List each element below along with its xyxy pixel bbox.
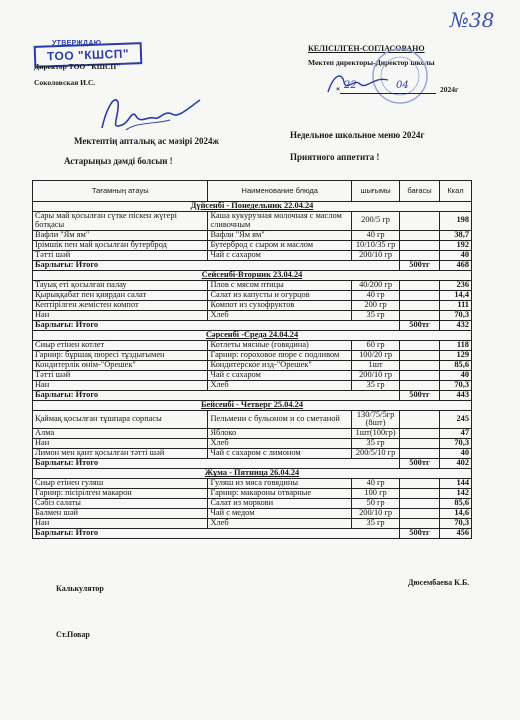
dish-ru: Каша кукурузная молочная с маслом сливочным: [208, 212, 352, 231]
dish-output: 200/10 гр: [352, 250, 400, 260]
dish-price: [400, 519, 440, 529]
dish-ru: Гарнир: гороховое пюре с подливом: [208, 350, 352, 360]
table-row: [33, 410, 472, 429]
dish-price: [400, 290, 440, 300]
approve-position: Директор ТОО "КШСП": [34, 62, 121, 71]
dish-output: 100/20 гр: [352, 350, 400, 360]
dish-kz: Сәбіз салаты: [33, 499, 208, 509]
table-row: [33, 300, 472, 310]
day-header-row: [33, 469, 472, 479]
dish-kz: Ірімшік пен май қосылған бутерброд: [33, 240, 208, 250]
dish-ru: Чай с медом: [208, 509, 352, 519]
org-stamp-text: ТОО "КШСП": [46, 46, 130, 64]
dish-output: 60 гр: [352, 340, 400, 350]
dish-kcal: 144: [440, 479, 472, 489]
table-row: [33, 310, 472, 320]
total-kcal: 468: [440, 260, 472, 270]
dish-output: 35 гр: [352, 310, 400, 320]
total-label: Барлығы: Итого: [33, 320, 400, 330]
total-row: [33, 320, 472, 330]
menu-body: [33, 202, 472, 539]
dish-kz: Тауық еті қосылған палау: [33, 280, 208, 290]
day-title-cell: [33, 270, 472, 280]
dish-price: [400, 410, 440, 429]
dish-output: 50 гр: [352, 499, 400, 509]
dish-price: [400, 310, 440, 320]
dish-output: 1шт: [352, 360, 400, 370]
dish-ru: Чай с сахаром: [208, 370, 352, 380]
dish-kcal: 47: [440, 429, 472, 439]
dish-price: [400, 212, 440, 231]
page-number: №38: [450, 8, 495, 32]
total-kcal: 402: [440, 459, 472, 469]
dish-output: 200 гр: [352, 300, 400, 310]
dish-kcal: 192: [440, 240, 472, 250]
dish-kz: Нан: [33, 380, 208, 390]
dish-output: 200/10 гр: [352, 370, 400, 380]
dish-kcal: 245: [440, 410, 472, 429]
dish-price: [400, 340, 440, 350]
dish-ru: Чай с сахаром: [208, 250, 352, 260]
dish-ru: Хлеб: [208, 310, 352, 320]
dish-price: [400, 509, 440, 519]
table-row: [33, 280, 472, 290]
dish-ru: Компот из сухофруктов: [208, 300, 352, 310]
dish-kcal: 40: [440, 449, 472, 459]
total-price: 500тг: [400, 260, 440, 270]
date-month: 04: [396, 80, 409, 91]
table-row: [33, 449, 472, 459]
dish-kz: Кептірілген жемістен компот: [33, 300, 208, 310]
table-header-row: [33, 181, 472, 202]
dish-kz: Сиыр етінен котлет: [33, 340, 208, 350]
dish-kcal: 111: [440, 300, 472, 310]
dish-ru: Чай с сахаром с лимоном: [208, 449, 352, 459]
table-row: [33, 212, 472, 231]
dish-price: [400, 300, 440, 310]
dish-ru: Хлеб: [208, 380, 352, 390]
dish-ru: Плов с мясом птицы: [208, 280, 352, 290]
dish-kz: Сары май қосылған сүтке піскен жүгері ботқасы: [33, 212, 208, 231]
approve-block: [34, 40, 184, 110]
approve-signature: [96, 80, 206, 140]
header-ru-name: Наименование блюда: [208, 181, 352, 202]
dish-output: 1шт(100гр): [352, 429, 400, 439]
total-price: 500тг: [400, 320, 440, 330]
day-title-cell: [33, 330, 472, 340]
dish-kcal: 118: [440, 340, 472, 350]
table-row: [33, 499, 472, 509]
dish-price: [400, 479, 440, 489]
dish-kcal: 70,3: [440, 380, 472, 390]
dish-kz: Вафли "Ям ям": [33, 230, 208, 240]
dish-kz: Нан: [33, 310, 208, 320]
dish-kz: Лимон мен қант қосылған тәтті шәй: [33, 449, 208, 459]
dish-kcal: 142: [440, 489, 472, 499]
kz-title: Мектептің апталық ас мәзірі 2024ж: [74, 136, 219, 146]
dish-kz: Қаймақ қосылған тұшпара сорпасы: [33, 410, 208, 429]
dish-kz: Кондитерлік өнім-"Орешек": [33, 360, 208, 370]
dish-kcal: 198: [440, 212, 472, 231]
table-row: [33, 250, 472, 260]
total-row: [33, 459, 472, 469]
dish-kcal: 236: [440, 280, 472, 290]
total-price: 500тг: [400, 459, 440, 469]
day-header-row: [33, 202, 472, 212]
total-row: [33, 529, 472, 539]
dish-output: 40/200 гр: [352, 280, 400, 290]
total-row: [33, 390, 472, 400]
dish-price: [400, 230, 440, 240]
dish-kz: Тәтті шәй: [33, 250, 208, 260]
table-row: [33, 230, 472, 240]
total-label: Барлығы: Итого: [33, 529, 400, 539]
total-kcal: 443: [440, 390, 472, 400]
table-row: [33, 370, 472, 380]
dish-output: 200/10 гр: [352, 509, 400, 519]
dish-kcal: 85,6: [440, 360, 472, 370]
dish-kz: Қырыққабат пен қиярдан салат: [33, 290, 208, 300]
dish-price: [400, 380, 440, 390]
header-price: бағасы: [400, 181, 440, 202]
table-row: [33, 290, 472, 300]
agree-heading: КЕЛІСІЛГЕН-СОГЛАСОВАНО: [308, 44, 425, 53]
table-row: [33, 519, 472, 529]
dish-price: [400, 250, 440, 260]
day-title: Сейсенбі-Вторник 23.04.24: [201, 269, 303, 279]
day-header-row: [33, 270, 472, 280]
total-row: [33, 260, 472, 270]
total-kcal: 456: [440, 529, 472, 539]
dish-price: [400, 370, 440, 380]
table-row: [33, 350, 472, 360]
dish-output: 40 гр: [352, 290, 400, 300]
dish-kz: Гарнир: бұршақ пюресі тұздығымен: [33, 350, 208, 360]
approve-name: Соколовская И.С.: [34, 78, 96, 87]
dish-price: [400, 489, 440, 499]
total-price: 500тг: [400, 390, 440, 400]
dish-ru: Хлеб: [208, 439, 352, 449]
dish-price: [400, 439, 440, 449]
cook-label: Ст.Повар: [56, 630, 90, 639]
day-title: Жұма - Пятница 26.04.24: [204, 468, 300, 478]
dish-kcal: 70,3: [440, 439, 472, 449]
dish-price: [400, 429, 440, 439]
dish-price: [400, 360, 440, 370]
dish-output: 10/10/35 гр: [352, 240, 400, 250]
table-row: [33, 489, 472, 499]
dish-kcal: 70,3: [440, 310, 472, 320]
dish-kcal: 14,4: [440, 290, 472, 300]
dish-kcal: 129: [440, 350, 472, 360]
dish-output: 40 гр: [352, 230, 400, 240]
dish-price: [400, 280, 440, 290]
total-price: 500тг: [400, 529, 440, 539]
day-header-row: [33, 330, 472, 340]
dish-output: 100 гр: [352, 489, 400, 499]
date-day: 22: [344, 80, 357, 91]
day-title: Дүйсенбі - Понедельник 22.04.24: [190, 201, 314, 211]
dish-ru: Хлеб: [208, 519, 352, 529]
dish-ru: Кондитерское изд-"Орешек": [208, 360, 352, 370]
dish-kz: Балмен шәй: [33, 509, 208, 519]
dish-price: [400, 449, 440, 459]
calc-name: Дюсембаева К.Б.: [408, 578, 470, 587]
day-title-cell: [33, 469, 472, 479]
dish-output: 130/75/5гр (8шт): [352, 410, 400, 429]
date-quote: «: [336, 84, 340, 93]
dish-ru: Котлеты мясные (говядина): [208, 340, 352, 350]
day-title-cell: [33, 202, 472, 212]
dish-ru: Бутерброд с сыром и маслом: [208, 240, 352, 250]
table-row: [33, 380, 472, 390]
kz-wish: Астарыңыз дәмді болсын !: [64, 156, 173, 166]
agree-position: Мектеп директоры-Директор школы: [308, 58, 435, 67]
total-kcal: 432: [440, 320, 472, 330]
total-label: Барлығы: Итого: [33, 390, 400, 400]
dish-ru: Яблоко: [208, 429, 352, 439]
dish-kz: Нан: [33, 439, 208, 449]
dish-kcal: 38,7: [440, 230, 472, 240]
header-output: шығымы: [352, 181, 400, 202]
dish-kz: Тәтті шәй: [33, 370, 208, 380]
date-year: 2024г: [440, 85, 459, 94]
dish-output: 35 гр: [352, 439, 400, 449]
dish-output: 200/5 гр: [352, 212, 400, 231]
table-row: [33, 509, 472, 519]
agree-block: [300, 40, 480, 110]
dish-output: 200/5/10 гр: [352, 449, 400, 459]
approve-heading: УТВЕРЖДАЮ: [52, 40, 102, 47]
dish-price: [400, 240, 440, 250]
dish-ru: Салат из капусты и огурцов: [208, 290, 352, 300]
dish-kcal: 40: [440, 370, 472, 380]
table-row: [33, 340, 472, 350]
dish-ru: Салат из моркови: [208, 499, 352, 509]
day-title: Сәрсенбі -Среда 24.04.24: [205, 329, 299, 339]
dish-kcal: 70,3: [440, 519, 472, 529]
header-kcal: Ккал: [440, 181, 472, 202]
table-row: [33, 360, 472, 370]
dish-kcal: 85,6: [440, 499, 472, 509]
table-row: [33, 240, 472, 250]
dish-price: [400, 499, 440, 509]
dish-output: 35 гр: [352, 380, 400, 390]
day-title: Бейсенбі - Четверг 25.04.24: [200, 399, 304, 409]
day-title-cell: [33, 400, 472, 410]
menu-table: [32, 180, 472, 539]
calc-label: Калькулятор: [56, 584, 104, 593]
dish-kcal: 40: [440, 250, 472, 260]
dish-price: [400, 350, 440, 360]
dish-kz: Сиыр етінен гуляш: [33, 479, 208, 489]
header-kz-name: Тағамның атауы: [33, 181, 208, 202]
dish-kz: Гарнир: пісірілген макарон: [33, 489, 208, 499]
dish-ru: Гуляш из мяса говядины: [208, 479, 352, 489]
dish-ru: Пельмени с бульоном и со сметаной: [208, 410, 352, 429]
date-line: [340, 93, 436, 94]
dish-output: 35 гр: [352, 519, 400, 529]
total-label: Барлығы: Итого: [33, 459, 400, 469]
total-label: Барлығы: Итого: [33, 260, 400, 270]
table-row: [33, 429, 472, 439]
ru-title: Недельное школьное меню 2024г: [290, 130, 425, 140]
dish-output: 40 гр: [352, 479, 400, 489]
table-row: [33, 479, 472, 489]
dish-ru: Вафли "Ям ям": [208, 230, 352, 240]
dish-kz: Алма: [33, 429, 208, 439]
dish-kz: Нан: [33, 519, 208, 529]
table-row: [33, 439, 472, 449]
dish-kcal: 14,6: [440, 509, 472, 519]
day-header-row: [33, 400, 472, 410]
dish-ru: Гарнир: макароны отварные: [208, 489, 352, 499]
ru-wish: Приятного аппетита !: [290, 152, 380, 162]
